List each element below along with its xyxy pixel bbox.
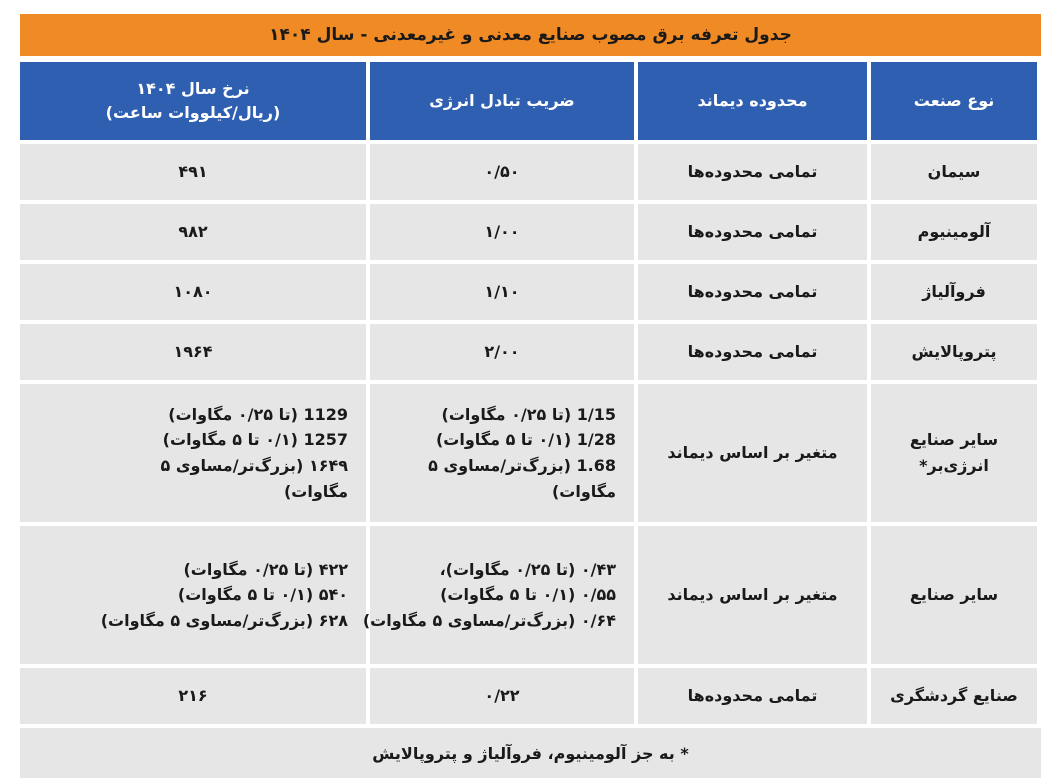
rate-line: 1129 (تا ۰/۲۵ مگاوات) xyxy=(168,404,348,424)
coefficient-cell: ۱/۱۰ xyxy=(370,264,634,320)
coefficient-cell: ۱/۰۰ xyxy=(370,204,634,260)
coefficient-line: ۰/۴۳ (تا ۰/۲۵ مگاوات)، xyxy=(439,559,616,579)
rate-cell: ۴۹۱ xyxy=(20,144,366,200)
range-cell: تمامی محدوده‌ها xyxy=(638,204,867,260)
rate-cell: ۲۱۶ xyxy=(20,668,366,724)
table-row-other xyxy=(20,526,1037,664)
coefficient-line: ۰/۵۵ (۰/۱ تا ۵ مگاوات) xyxy=(440,585,616,605)
coefficient-line: مگاوات) xyxy=(551,481,616,501)
coefficient-cell: ۰/۵۰ xyxy=(370,144,634,200)
rate-cell xyxy=(20,526,366,664)
rate-line: 1257 (۰/۱ تا ۵ مگاوات) xyxy=(162,430,348,450)
rate-line: ۱۶۴۹ (بزرگ‌تر/مساوی ۵ xyxy=(160,456,348,475)
table-row xyxy=(20,324,1037,380)
header-rate-unit: (ریال/کیلووات ساعت) xyxy=(105,103,281,122)
table-row xyxy=(20,668,1037,724)
coefficient-line: ۰/۶۴ (بزرگ‌تر/مساوی ۵ مگاوات) xyxy=(362,610,616,630)
industry-cell: آلومینیوم xyxy=(871,204,1037,260)
table-row-energy-intensive xyxy=(20,384,1037,522)
rate-cell xyxy=(20,384,366,522)
coefficient-line: 1/28 (۰/۱ تا ۵ مگاوات) xyxy=(435,430,616,450)
rate-cell: ۱۰۸۰ xyxy=(20,264,366,320)
rate-cell: ۱۹۶۴ xyxy=(20,324,366,380)
rate-line: ۴۲۲ (تا ۰/۲۵ مگاوات) xyxy=(183,559,348,579)
tariff-table xyxy=(16,58,1041,728)
tariff-table-container xyxy=(20,14,1041,778)
rate-line: ۶۲۸ (بزرگ‌تر/مساوی ۵ مگاوات) xyxy=(100,610,348,630)
range-cell: تمامی محدوده‌ها xyxy=(638,264,867,320)
coefficient-cell: ۲/۰۰ xyxy=(370,324,634,380)
range-cell: تمامی محدوده‌ها xyxy=(638,668,867,724)
range-cell: متغیر بر اساس دیماند xyxy=(638,526,867,664)
header-demand-range: محدوده دیماند xyxy=(638,62,867,140)
header-coefficient: ضریب تبادل انرژی xyxy=(370,62,634,140)
coefficient-cell xyxy=(370,384,634,522)
rate-line: ۵۴۰ (۰/۱ تا ۵ مگاوات) xyxy=(177,585,348,605)
header-row xyxy=(20,62,1037,140)
industry-cell: سایر صنایع xyxy=(871,526,1037,664)
coefficient-cell: ۰/۲۲ xyxy=(370,668,634,724)
industry-cell: صنایع گردشگری xyxy=(871,668,1037,724)
industry-cell: پتروپالایش xyxy=(871,324,1037,380)
header-rate xyxy=(20,62,366,140)
coefficient-cell xyxy=(362,526,634,664)
header-rate-title: نرخ سال ۱۴۰۴ xyxy=(136,79,250,98)
table-row xyxy=(20,144,1037,200)
coefficient-line: 1.68 (بزرگ‌تر/مساوی ۵ xyxy=(428,456,616,475)
industry-cell: سیمان xyxy=(871,144,1037,200)
table-title: جدول تعرفه برق مصوب صنایع معدنی و غیرمعدنی - سال ۱۴۰۴ xyxy=(20,14,1041,58)
footnote: * به جز آلومینیوم، فروآلیاژ و پتروپالایش xyxy=(20,728,1041,778)
industry-cell: فروآلیاژ xyxy=(871,264,1037,320)
coefficient-line: 1/15 (تا ۰/۲۵ مگاوات) xyxy=(441,404,616,424)
rate-line: مگاوات) xyxy=(283,481,348,501)
table-row xyxy=(20,264,1037,320)
header-industry: نوع صنعت xyxy=(871,62,1037,140)
rate-cell: ۹۸۲ xyxy=(20,204,366,260)
table-row xyxy=(20,204,1037,260)
range-cell: تمامی محدوده‌ها xyxy=(638,324,867,380)
range-cell: متغیر بر اساس دیماند xyxy=(638,384,867,522)
industry-cell xyxy=(871,384,1037,522)
range-cell: تمامی محدوده‌ها xyxy=(638,144,867,200)
industry-line: انرژی‌بر* xyxy=(919,456,989,475)
industry-line: سایر صنایع xyxy=(909,430,999,450)
